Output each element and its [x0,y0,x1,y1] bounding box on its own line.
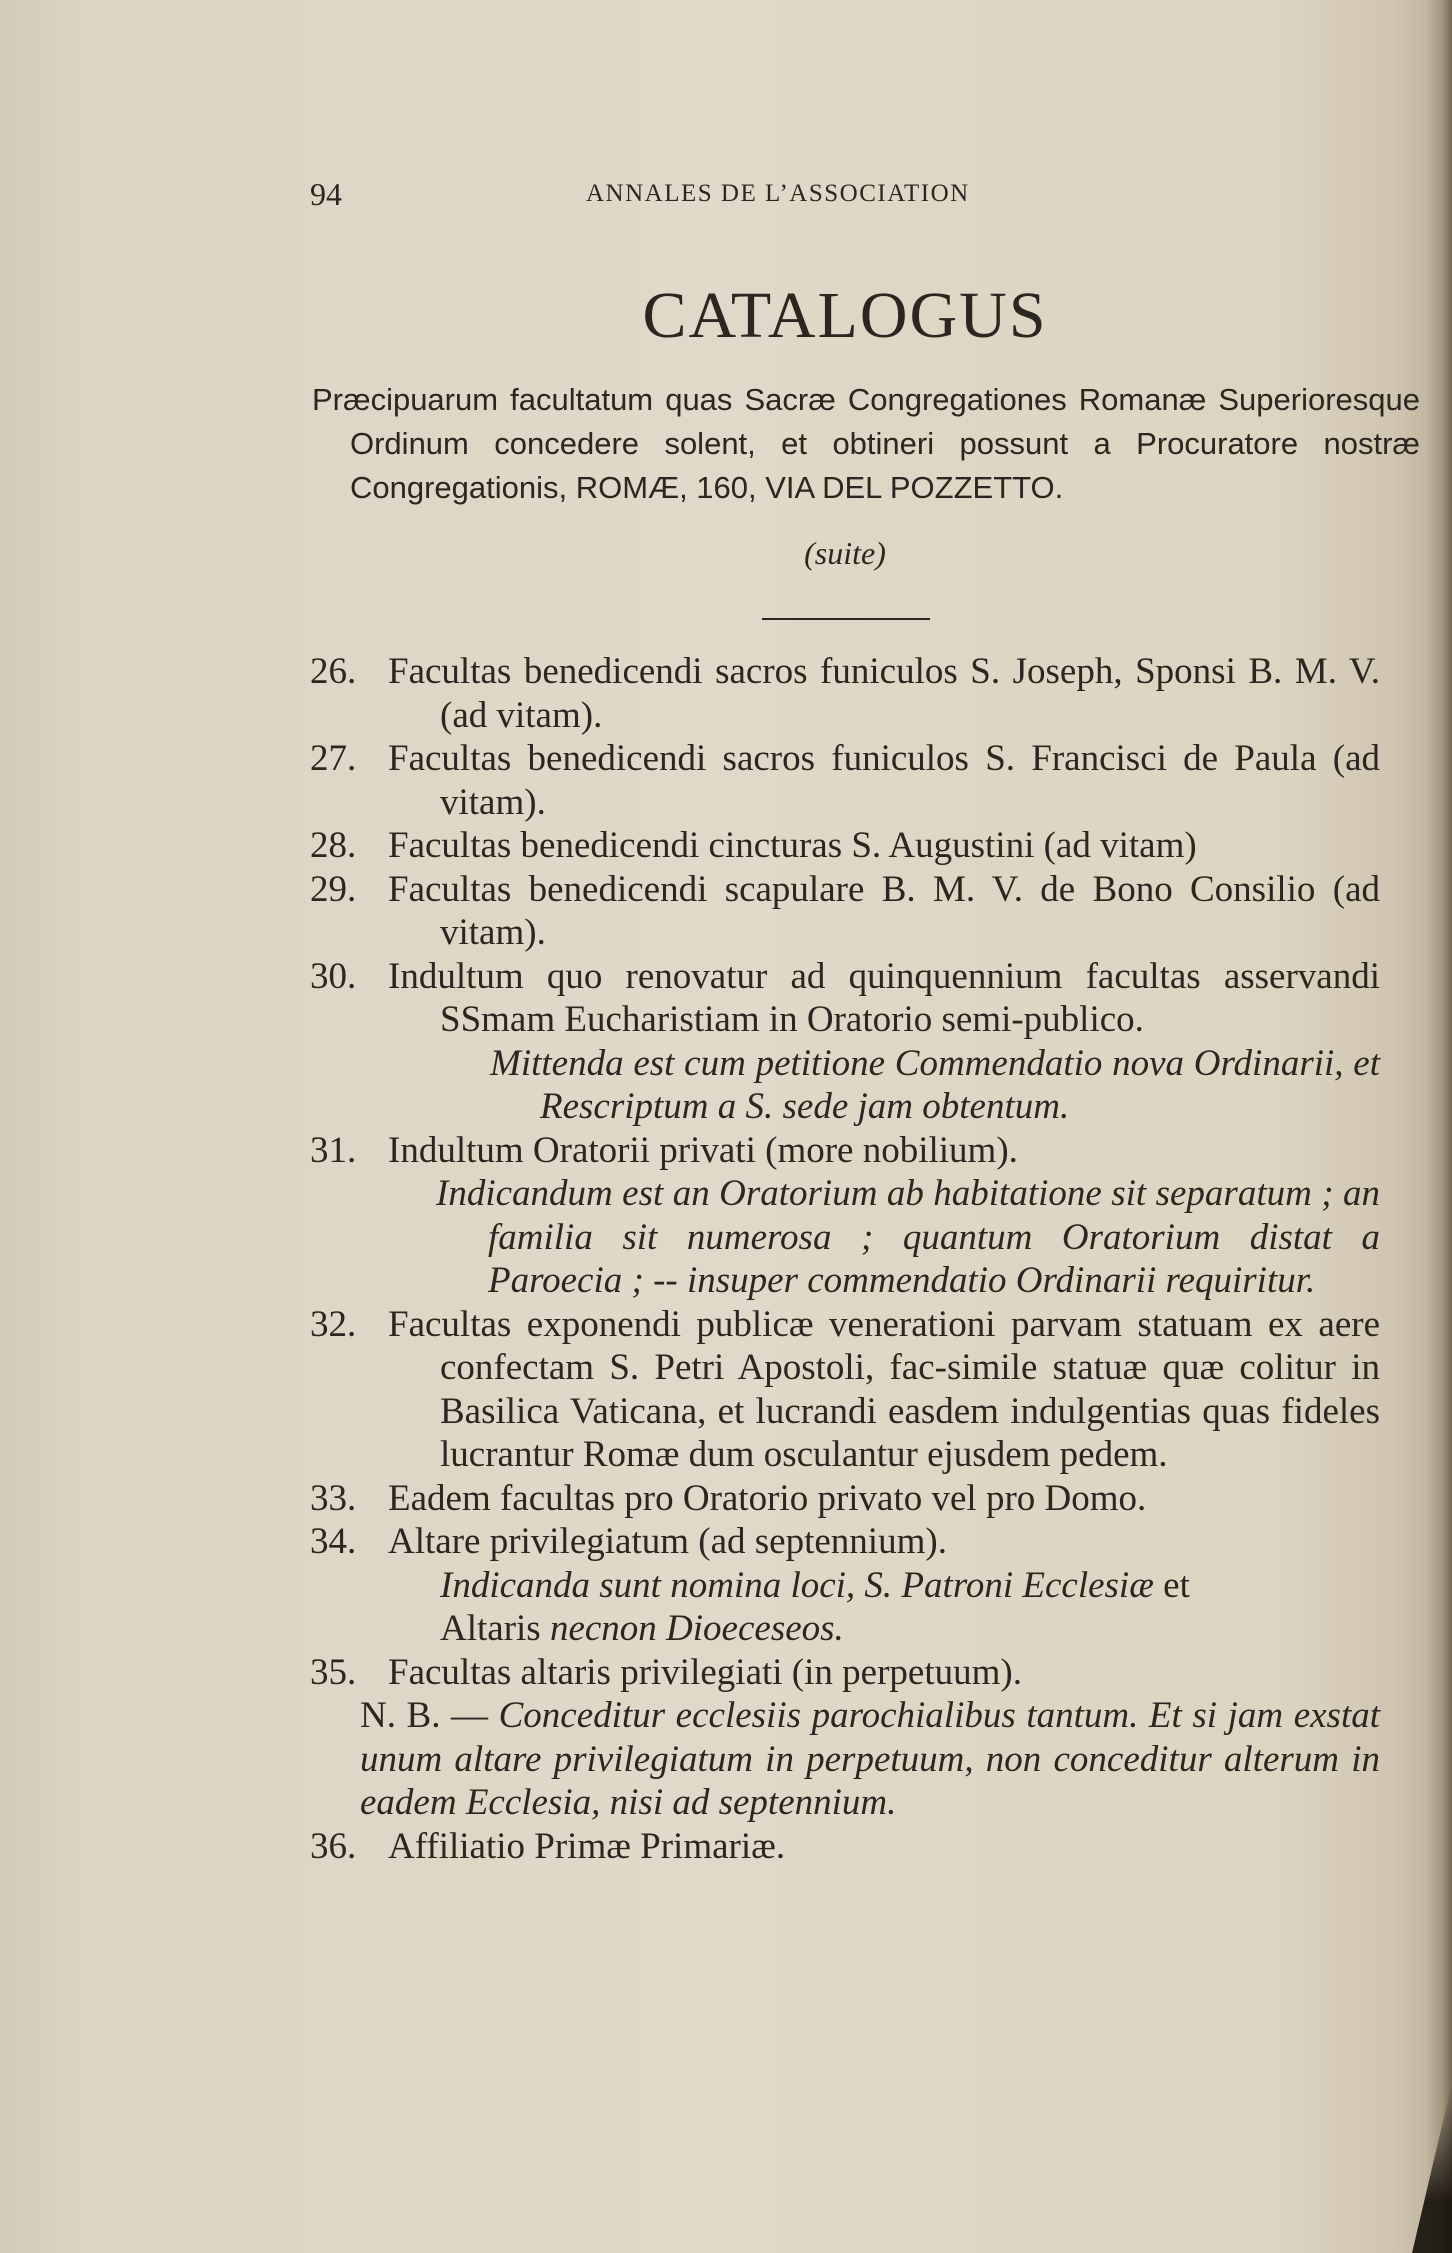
list-item [310,868,1380,955]
list-item [310,1520,1380,1651]
item-note-part: Indicanda sunt nomina loci, S. Patroni Ecclesiæ [440,1564,1154,1606]
item-text: Facultas benedicendi sacros funiculos S. Joseph, Sponsi B. M. V. (ad vitam). [388,651,1380,736]
list-item [310,1651,1380,1825]
list-item [310,955,1380,1129]
list-item [310,824,1380,868]
item-number: 28. [310,825,357,866]
list-item [310,737,1380,824]
item-text: Facultas exponendi publicæ venerationi parvam statuam ex aere confectam S. Petri Apostoli, fac-simile statuæ quæ colitur in Basilica Vaticana, et lucrandi easdem indulgentias quas fideles lucrantur Romæ dum osculantur ejusdem pedem. [388,1303,1380,1475]
item-number: 33. [310,1477,357,1519]
item-nb-note [360,1694,1380,1825]
item-note [440,1564,1380,1651]
list-item [310,1825,1380,1869]
list-item [310,1129,1380,1303]
item-number: 29. [310,868,357,910]
list-item [310,650,1380,737]
page-number: 94 [310,176,342,212]
item-number: 32. [310,1303,357,1345]
item-text: Facultas benedicendi scapulare B. M. V. de Bono Consilio (ad vitam). [388,868,1380,953]
item-note: Mittenda est cum petitione Commendatio nova Ordinarii, et Rescriptum a S. sede jam obtentum. [490,1042,1380,1127]
item-text: Indultum quo renovatur ad quinquennium facultas asservandi SSmam Eucharistiam in Oratorio semi-publico. [388,955,1380,1040]
catalogue-subtitle: Præcipuarum facultatum quas Sacræ Congregationes Romanæ Superioresque Ordinum concedere solent, et obtineri possunt a Procuratore nostræ Congregationis, ROMÆ, 160, VIA DEL POZZETTO. [312,382,1420,505]
item-note-part: Altaris [440,1608,541,1649]
page-header [310,176,1400,226]
item-number: 35. [310,1651,357,1693]
nb-label: N. B. — [360,1695,489,1736]
list-item [310,1477,1380,1521]
item-note: Indicandum est an Oratorium ab habitatione sit separatum ; an familia sit numerosa ; quantum Oratorium distat a Paroecia ; -- insuper commendatio Ordinarii requiritur. [436,1173,1380,1301]
item-text: Facultas benedicendi sacros funiculos S. Francisci de Paula (ad vitam). [388,738,1380,823]
item-text: Altare privilegiatum (ad septennium). [388,1521,947,1562]
item-text: Facultas altaris privilegiati (in perpetuum). [388,1651,1022,1693]
suite-label: (suite) [804,535,886,571]
item-text: Indultum Oratorii privati (more nobilium). [388,1129,1018,1171]
item-number: 30. [310,955,357,997]
item-text: Affiliatio Primæ Primariæ. [388,1825,786,1867]
item-number: 26. [310,651,357,692]
faculty-list [310,650,1380,1868]
running-head: ANNALES DE L’ASSOCIATION [586,180,970,207]
item-number: 36. [310,1825,357,1867]
catalogue-title: CATALOGUS [642,279,1048,352]
item-number: 31. [310,1129,357,1171]
item-text: Facultas benedicendi cincturas S. Augustini (ad vitam) [388,825,1197,866]
item-text: Eadem facultas pro Oratorio privato vel pro Domo. [388,1477,1147,1519]
list-item [310,1303,1380,1477]
item-note-part: et [1163,1564,1190,1606]
section-divider [762,618,930,620]
item-number: 27. [310,738,357,779]
nb-text: Conceditur ecclesiis parochialibus tantum. Et si jam exstat unum altare privilegiatum in perpetuum, non conceditur alterum in eadem Ecclesia, nisi ad septennium. [360,1695,1381,1823]
item-note-part: necnon Dioeceseos. [549,1608,844,1649]
item-number: 34. [310,1521,357,1562]
